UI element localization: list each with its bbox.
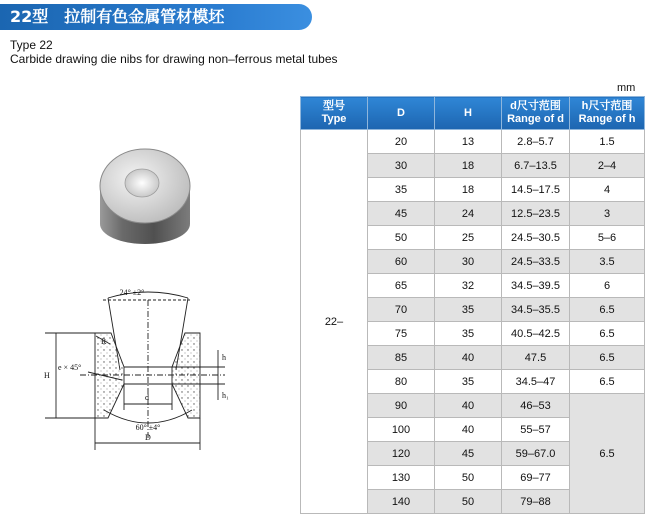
height-label: H <box>44 371 50 380</box>
cell-H: 13 <box>435 130 502 154</box>
cell-D: 65 <box>368 274 435 298</box>
cell-d-range: 12.5–23.5 <box>502 202 570 226</box>
cell-D: 90 <box>368 394 435 418</box>
h1-label: h₁ <box>222 391 229 400</box>
die-nib-photo <box>100 149 190 244</box>
type-cell: 22– <box>301 130 368 514</box>
cell-H: 32 <box>435 274 502 298</box>
product-illustration <box>0 0 300 506</box>
cell-H: 18 <box>435 154 502 178</box>
cell-d-range: 69–77 <box>502 466 570 490</box>
cell-H: 25 <box>435 226 502 250</box>
cell-h-range: 3 <box>570 202 645 226</box>
cell-h-range: 6.5 <box>570 298 645 322</box>
chamfer-label: e × 45° <box>58 363 82 372</box>
cell-h-range: 1.5 <box>570 130 645 154</box>
cell-D: 140 <box>368 490 435 514</box>
cell-D: 35 <box>368 178 435 202</box>
header-range-d: d尺寸范围 Range of d <box>502 97 570 130</box>
cell-d-range: 24.5–30.5 <box>502 226 570 250</box>
cell-D: 85 <box>368 346 435 370</box>
cell-D: 50 <box>368 226 435 250</box>
cell-d-range: 6.7–13.5 <box>502 154 570 178</box>
cell-H: 35 <box>435 298 502 322</box>
cell-D: 70 <box>368 298 435 322</box>
cell-H: 50 <box>435 490 502 514</box>
cell-d-range: 79–88 <box>502 490 570 514</box>
unit-label: mm <box>617 82 636 94</box>
description: Carbide drawing die nibs for drawing non–ferrous metal tubes <box>10 52 338 66</box>
radius-label: R <box>101 337 107 346</box>
cell-H: 24 <box>435 202 502 226</box>
header-H: H <box>435 97 502 130</box>
table-header-row <box>301 97 645 130</box>
cell-H: 18 <box>435 178 502 202</box>
cell-d-range: 2.8–5.7 <box>502 130 570 154</box>
cell-d-range: 47.5 <box>502 346 570 370</box>
cell-H: 35 <box>435 322 502 346</box>
cell-D: 75 <box>368 322 435 346</box>
cell-D: 30 <box>368 154 435 178</box>
cell-d-range: 14.5–17.5 <box>502 178 570 202</box>
cell-D: 80 <box>368 370 435 394</box>
cell-h-range: 6 <box>570 274 645 298</box>
cell-d-range: 34.5–47 <box>502 370 570 394</box>
cell-h-range: 4 <box>570 178 645 202</box>
cell-H: 45 <box>435 442 502 466</box>
table-row <box>301 130 645 154</box>
cell-H: 35 <box>435 370 502 394</box>
cell-h-range: 6.5 <box>570 322 645 346</box>
cell-H: 50 <box>435 466 502 490</box>
page-title: 22型 拉制有色金属管材模坯 <box>0 4 312 30</box>
cell-D: 120 <box>368 442 435 466</box>
header-D: D <box>368 97 435 130</box>
h-label: h <box>222 353 226 362</box>
cell-h-range: 6.5 <box>570 370 645 394</box>
cell-D: 45 <box>368 202 435 226</box>
cell-h-range: 6.5 <box>570 346 645 370</box>
cell-h-range: 3.5 <box>570 250 645 274</box>
bore-d-label: d <box>145 393 149 402</box>
specifications-table <box>300 96 645 514</box>
header-type: 型号 Type <box>301 97 368 130</box>
cell-h-range-merged: 6.5 <box>570 394 645 514</box>
header-range-h: h尺寸范围 Range of h <box>570 97 645 130</box>
angle-bottom-label: 60° ±4° <box>135 423 161 432</box>
angle-top-label: 24° ±2° <box>119 288 145 297</box>
cell-h-range: 5–6 <box>570 226 645 250</box>
cell-d-range: 40.5–42.5 <box>502 322 570 346</box>
cell-d-range: 34.5–39.5 <box>502 274 570 298</box>
cell-d-range: 59–67.0 <box>502 442 570 466</box>
cell-D: 20 <box>368 130 435 154</box>
cell-D: 100 <box>368 418 435 442</box>
cell-H: 40 <box>435 346 502 370</box>
cell-H: 30 <box>435 250 502 274</box>
type-label: Type 22 <box>10 38 53 52</box>
cell-d-range: 55–57 <box>502 418 570 442</box>
cell-D: 60 <box>368 250 435 274</box>
cell-d-range: 34.5–35.5 <box>502 298 570 322</box>
cell-h-range: 2–4 <box>570 154 645 178</box>
cell-D: 130 <box>368 466 435 490</box>
cell-d-range: 46–53 <box>502 394 570 418</box>
cell-H: 40 <box>435 394 502 418</box>
cell-H: 40 <box>435 418 502 442</box>
diameter-D-label: D <box>145 433 151 442</box>
cell-d-range: 24.5–33.5 <box>502 250 570 274</box>
